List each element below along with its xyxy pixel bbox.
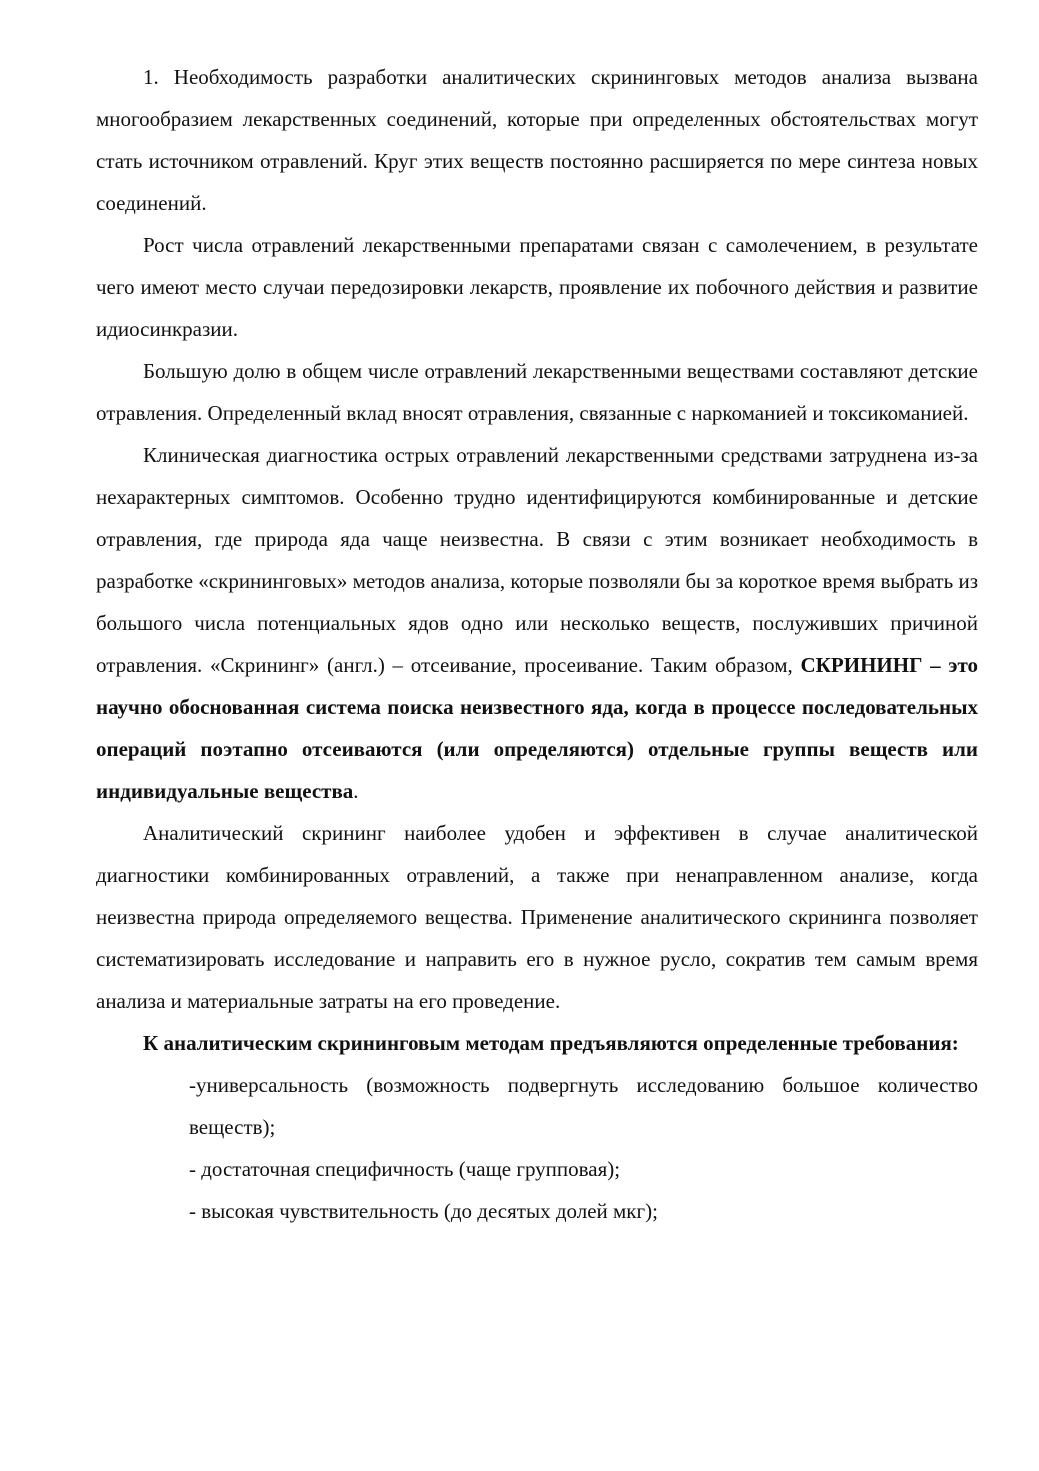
definition-period: .: [353, 779, 359, 803]
clinical-diagnostics-text: Клиническая диагностика острых отравлений лекарственными средствами затруднена из-за нехарактерных симптомов. Особенно трудно идентифицируются комбинированные и детские отравления, где природа яда чаще неизвестна. В связи с этим возникает необходимость в разработке «скрининговых» методов анализа, которые позволяли бы за короткое время выбрать из большого числа потенциальных ядов одно или несколько веществ, послуживших причиной отравления. «Скрининг» (англ.) – отсеивание, просеивание. Таким образом,: [96, 443, 978, 677]
screening-definition: СКРИНИНГ – это научно обоснованная система поиска неизвестного яда, когда в процессе последовательных операций поэтапно отсеиваются (или определяются) отдельные группы веществ или индивидуальные вещества: [96, 653, 978, 803]
paragraph-clinical-diagnostics: [96, 434, 978, 812]
requirement-sensitivity: - высокая чувствительность (до десятых долей мкг);: [189, 1199, 658, 1223]
document-page: [96, 56, 978, 1232]
paragraph-analytical-screening: Аналитический скрининг наиболее удобен и эффективен в случае аналитической диагностики комбинированных отравлений, а также при ненаправленном анализе, когда неизвестна природа определяемого вещества. Применение аналитического скрининга позволяет систематизировать исследование и направить его в нужное русло, сократив тем самым время анализа и материальные затраты на его проведение.: [96, 821, 978, 1013]
requirements-list: [189, 1064, 978, 1232]
requirement-specificity: - достаточная специфичность (чаще групповая);: [189, 1157, 621, 1181]
paragraph-children-poisoning: Большую долю в общем числе отравлений лекарственными веществами составляют детские отравления. Определенный вклад вносят отравления, связанные с наркоманией и токсикоманией.: [96, 359, 978, 425]
paragraph-necessity: 1. Необходимость разработки аналитических скрининговых методов анализа вызвана многообразием лекарственных соединений, которые при определенных обстоятельствах могут стать источником отравлений. Круг этих веществ постоянно расширяется по мере синтеза новых соединений.: [96, 65, 978, 215]
requirement-universality: -универсальность (возможность подвергнуть исследованию большое количество веществ);: [189, 1073, 978, 1139]
requirements-heading: К аналитическим скрининговым методам предъявляются определенные требования:: [143, 1031, 959, 1055]
paragraph-self-treatment: Рост числа отравлений лекарственными препаратами связан с самолечением, в результате чего имеют место случаи передозировки лекарств, проявление их побочного действия и развитие идиосинкразии.: [96, 233, 978, 341]
